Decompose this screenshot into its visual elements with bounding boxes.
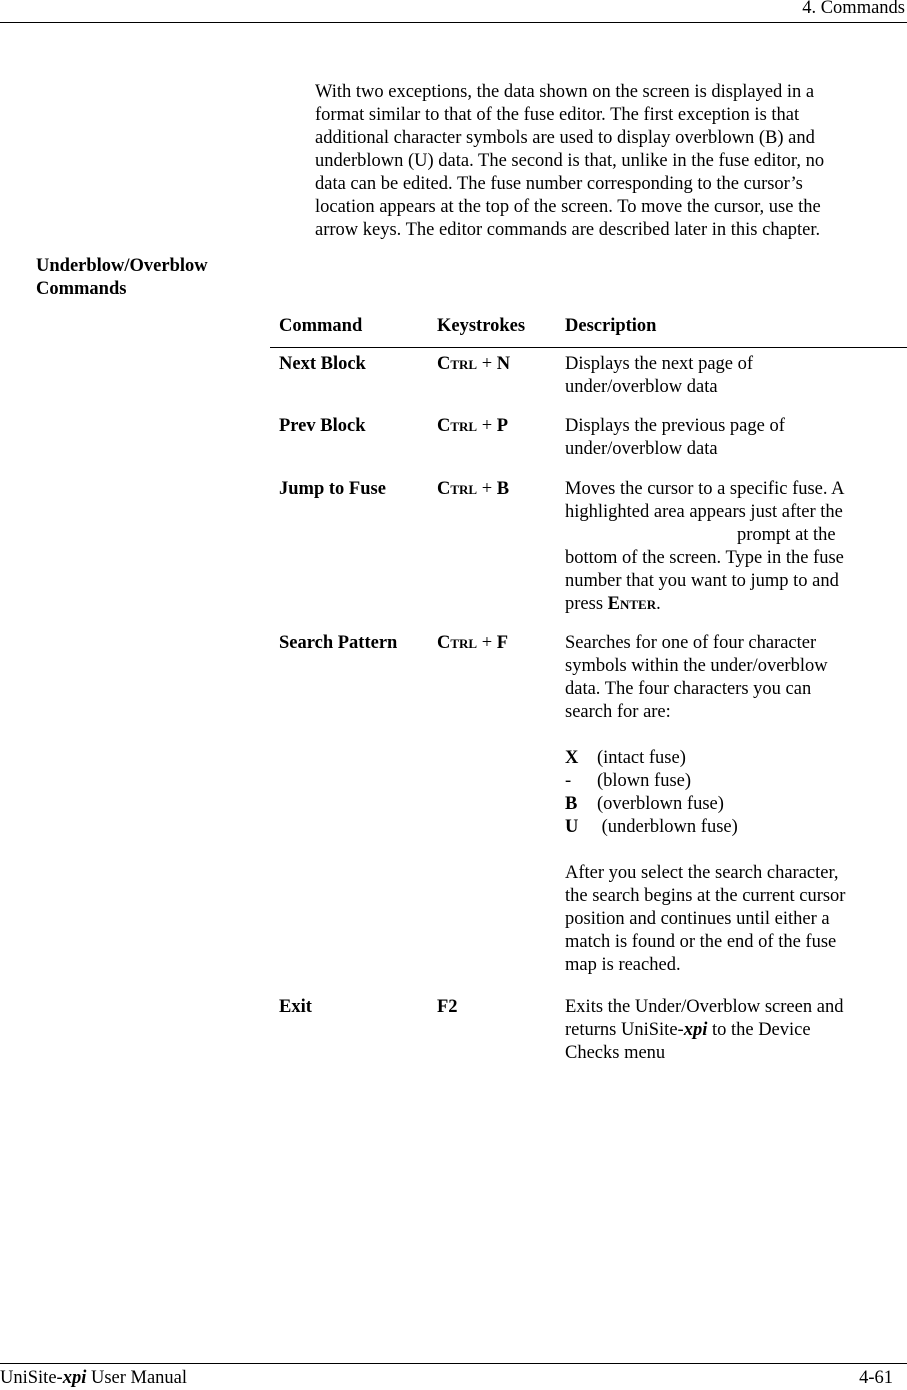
description-text: to the Device [707, 1020, 811, 1040]
key: F [496, 633, 509, 653]
command-name: Search Pattern [279, 633, 398, 653]
description [565, 996, 843, 1065]
column-header-command: Command [279, 316, 363, 336]
footer-text: UniSite- [0, 1368, 63, 1388]
description-line: search for are: [565, 702, 671, 722]
intro-line: With two exceptions, the data shown on the screen is displayed in a [315, 82, 815, 102]
intro-line: additional character symbols are used to display overblown (B) and [315, 128, 815, 148]
symbol-item [565, 747, 845, 770]
running-header: 4. Commands [802, 0, 905, 18]
product-suffix: xpi [683, 1020, 708, 1040]
description [565, 353, 753, 399]
description-line: Searches for one of four character [565, 633, 817, 653]
key-modifier: Ctrl [437, 416, 478, 436]
description [565, 415, 785, 461]
column-header-keystrokes: Keystrokes [437, 316, 526, 336]
key-separator: + [477, 354, 497, 374]
description-line: number that you want to jump to and [565, 571, 839, 591]
description-line: bottom of the screen. Type in the fuse [565, 548, 844, 568]
description-text: . [656, 594, 661, 614]
symbol-item [565, 770, 845, 793]
description-line: under/overblow data [565, 377, 718, 397]
description-line: Displays the previous page of [565, 416, 785, 436]
intro-line: format similar to that of the fuse editor. The first exception is that [315, 105, 800, 125]
description-line: match is found or the end of the fuse [565, 932, 837, 952]
footer-text: User Manual [86, 1368, 188, 1388]
keystroke: F2 [437, 997, 458, 1017]
intro-line: underblown (U) data. The second is that, unlike in the fuse editor, no [315, 151, 825, 171]
keystroke [437, 632, 508, 655]
description-line [565, 593, 844, 616]
section-heading-line: Commands [36, 279, 127, 299]
command-name: Jump to Fuse [279, 479, 386, 499]
command-name: Exit [279, 997, 312, 1017]
description-line: the search begins at the current cursor [565, 886, 846, 906]
description-line: under/overblow data [565, 439, 718, 459]
keystroke [437, 415, 508, 438]
header-rule [0, 22, 907, 23]
description-line: symbols within the under/overblow [565, 656, 828, 676]
key-separator: + [477, 416, 497, 436]
symbol-meaning: (intact fuse) [597, 748, 686, 768]
footer-rule [0, 1363, 907, 1364]
symbol-item [565, 793, 845, 816]
key-modifier: Ctrl [437, 354, 478, 374]
key: N [496, 354, 511, 374]
key-modifier: Ctrl [437, 479, 478, 499]
description-line: data. The four characters you can [565, 679, 812, 699]
description [565, 478, 844, 616]
symbol: - [565, 771, 572, 791]
symbol-item [565, 816, 845, 839]
symbol-meaning: (overblown fuse) [597, 794, 724, 814]
description-text: press [565, 594, 608, 614]
intro-line: arrow keys. The editor commands are described later in this chapter. [315, 220, 821, 240]
symbol: U [565, 817, 579, 837]
footer-product-suffix: xpi [62, 1368, 87, 1388]
description-line: prompt at the [737, 525, 836, 545]
description-line: Moves the cursor to a specific fuse. A [565, 479, 845, 499]
symbol-meaning: (underblown fuse) [597, 817, 738, 837]
table-header-rule [270, 347, 907, 348]
symbol: X [565, 748, 579, 768]
description-line: Exits the Under/Overblow screen and [565, 997, 844, 1017]
description-line: After you select the search character, [565, 863, 839, 883]
symbol-meaning: (blown fuse) [597, 771, 692, 791]
description-line: Displays the next page of [565, 354, 754, 374]
page-number: 4-61 [859, 1368, 893, 1388]
description-line: highlighted area appears just after the [565, 502, 843, 522]
footer-manual-title [0, 1367, 187, 1390]
command-name: Next Block [279, 354, 366, 374]
description-text: returns UniSite- [565, 1020, 684, 1040]
key: B [496, 479, 510, 499]
description-line: map is reached. [565, 955, 681, 975]
intro-line: data can be edited. The fuse number corresponding to the cursor’s [315, 174, 803, 194]
section-heading-line: Underblow/Overblow [36, 256, 208, 276]
description-line: position and continues until either a [565, 909, 830, 929]
key-separator: + [477, 633, 497, 653]
symbol: B [565, 794, 578, 814]
key-separator: + [477, 479, 497, 499]
intro-line: location appears at the top of the screen. To move the cursor, use the [315, 197, 821, 217]
keystroke [437, 353, 510, 376]
column-header-description: Description [565, 316, 657, 336]
key: P [496, 416, 509, 436]
description-line: Checks menu [565, 1043, 666, 1063]
description-line [565, 1019, 843, 1042]
section-heading [36, 255, 208, 301]
intro-paragraph [315, 81, 824, 242]
description [565, 632, 845, 977]
enter-key: Enter [607, 594, 657, 614]
key-modifier: Ctrl [437, 633, 478, 653]
keystroke [437, 478, 509, 501]
command-name: Prev Block [279, 416, 366, 436]
